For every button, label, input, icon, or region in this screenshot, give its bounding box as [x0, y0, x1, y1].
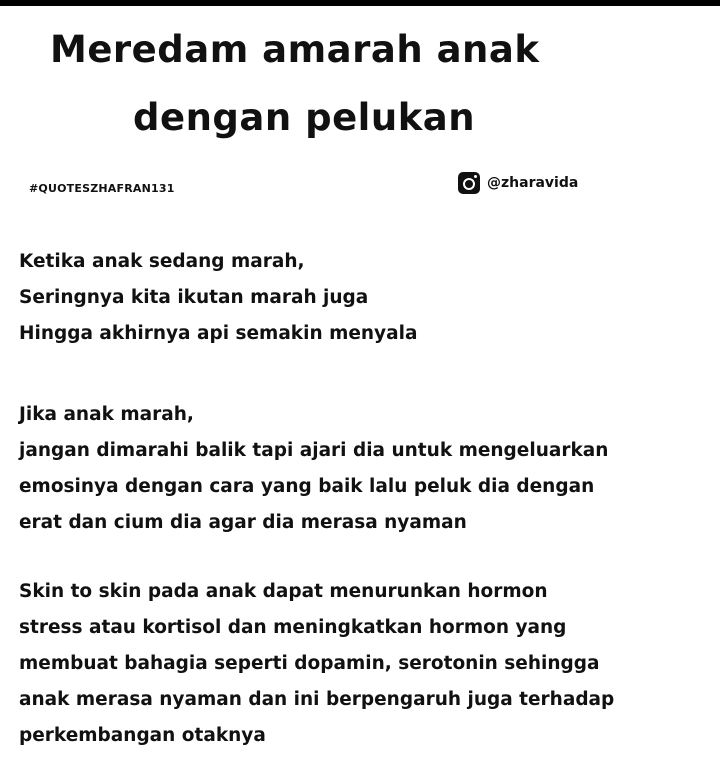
paragraph-line: emosinya dengan cara yang baik lalu peluk dia dengan — [19, 476, 595, 497]
paragraph-line: membuat bahagia seperti dopamin, serotonin sehingga — [19, 653, 600, 674]
paragraph-line: Seringnya kita ikutan marah juga — [19, 287, 369, 308]
paragraph-line: Hingga akhirnya api semakin menyala — [19, 323, 418, 344]
title-line-1: Meredam amarah anak — [50, 28, 540, 71]
instagram-icon — [458, 172, 480, 194]
instagram-handle — [458, 171, 578, 195]
paragraph-line: anak merasa nyaman dan ini berpengaruh juga terhadap — [19, 689, 615, 710]
handle-text: @zharavida — [487, 175, 579, 191]
hashtag-label: #QUOTESZHAFRAN131 — [29, 182, 175, 195]
paragraph-1 — [19, 244, 417, 352]
paragraph-3 — [19, 574, 614, 754]
paragraph-line: Skin to skin pada anak dapat menurunkan hormon — [19, 581, 548, 602]
paragraph-line: Jika anak marah, — [19, 404, 194, 425]
paragraph-line: perkembangan otaknya — [19, 725, 266, 746]
paragraph-line: Ketika anak sedang marah, — [19, 251, 305, 272]
quote-card — [0, 6, 720, 759]
title-line-2: dengan pelukan — [133, 96, 476, 139]
paragraph-2 — [19, 397, 608, 541]
paragraph-line: jangan dimarahi balik tapi ajari dia untuk mengeluarkan — [19, 440, 609, 461]
paragraph-line: stress atau kortisol dan meningkatkan hormon yang — [19, 617, 567, 638]
paragraph-line: erat dan cium dia agar dia merasa nyaman — [19, 512, 467, 533]
